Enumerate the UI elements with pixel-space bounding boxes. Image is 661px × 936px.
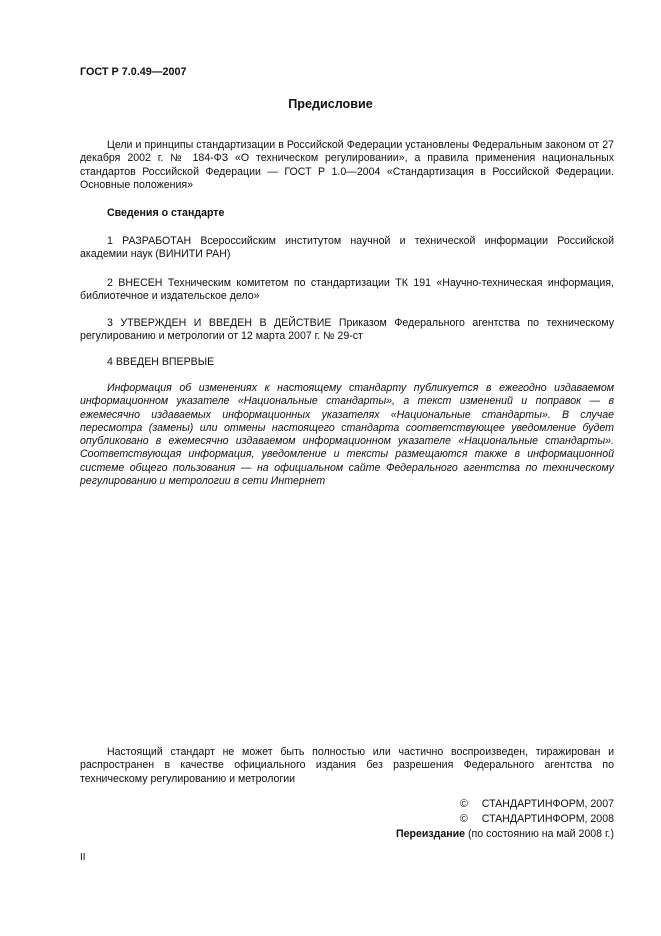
copyright-text: СТАНДАРТИНФОРМ, 2008 [481, 813, 614, 825]
item-approved: 3 УТВЕРЖДЕН И ВВЕДЕН В ДЕЙСТВИЕ Приказом Федерального агентства по техническому регулированию и метрологии от 12 марта 2007 г. № 29-ст [80, 317, 614, 343]
page-title: Предисловие [288, 97, 373, 111]
copyright-line [460, 798, 614, 811]
standard-id: ГОСТ Р 7.0.49—2007 [80, 66, 187, 78]
intro-paragraph: Цели и принципы стандартизации в Российской Федерации установлены Федеральным законом от 27 декабря 2002 г. № 184-ФЗ «О техническом регулировании», а правила применения национальных стандартов Российской Федерации — ГОСТ Р 1.0—2004 «Стандартизация в Российской Федерации. Основные положения» [80, 139, 614, 191]
copyright-icon: © [459, 813, 468, 825]
item-developed: 1 РАЗРАБОТАН Всероссийским институтом научной и технической информации Российской академии наук (ВИНИТИ РАН) [80, 235, 614, 261]
changes-notice: Информация об изменениях к настоящему стандарту публикуется в ежегодно издаваемом информационном указателе «Национальные стандарты», а текст изменений и поправок — в ежемесячно издаваемых информационных указателях «Национальные стандарты». В случае пересмотра (замены) или отмены настоящего стандарта соответствующее уведомление будет опубликовано в ежемесячно издаваемом информационном указателе «Национальные стандарты». Соответствующая информация, уведомление и тексты размещаются также в информационной системе общего пользования — на официальном сайте Федерального агентства по техническому регулированию и метрологии в сети Интернет [80, 382, 614, 488]
copyright-line [460, 813, 614, 826]
item-first-introduced: 4 ВВЕДЕН ВПЕРВЫЕ [107, 356, 215, 368]
copyright-notice: Настоящий стандарт не может быть полностью или частично воспроизведен, тиражирован и распространен в качестве официального издания без разрешения Федерального агентства по техническому регулированию и метрологии [80, 746, 614, 785]
copyright-text: СТАНДАРТИНФОРМ, 2007 [481, 798, 614, 810]
info-heading: Сведения о стандарте [107, 207, 225, 219]
item-submitted: 2 ВНЕСЕН Техническим комитетом по стандартизации ТК 191 «Научно-техническая информация, библиотечное и издательское дело» [80, 277, 614, 303]
reissue-line [396, 828, 614, 841]
copyright-icon: © [459, 798, 468, 810]
reissue-label: Переиздание [395, 828, 466, 840]
page-number: II [80, 852, 86, 863]
reissue-text: (по состоянию на май 2008 г.) [468, 828, 614, 840]
